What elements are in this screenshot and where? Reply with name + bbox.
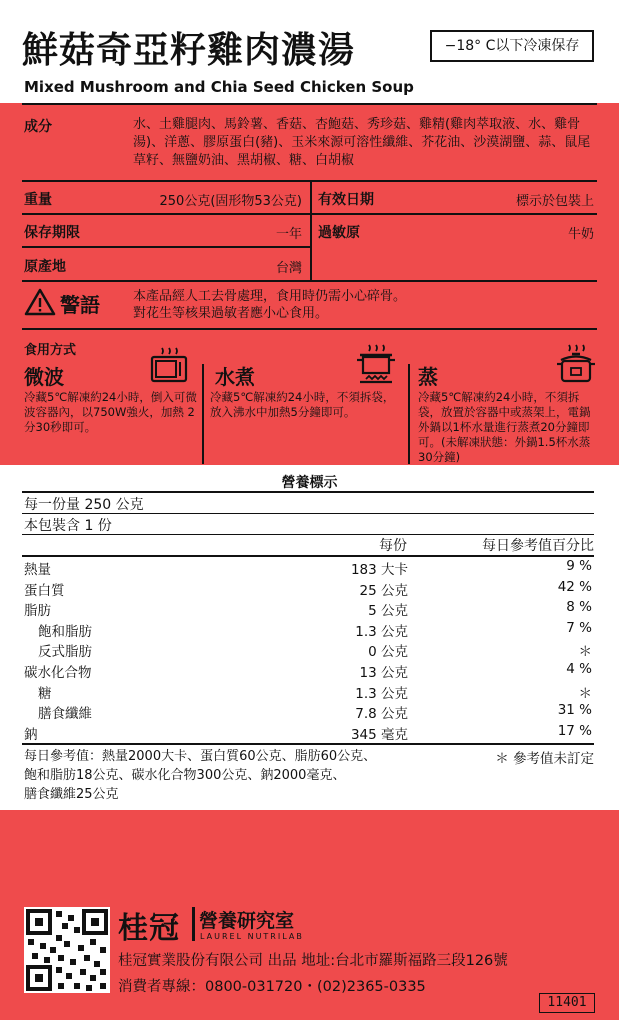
nutrition-row — [22, 557, 594, 577]
nutrient-daily-pct: ＊ — [578, 644, 592, 661]
nutrient-name: 膳食纖維 — [38, 706, 92, 723]
nutrient-name: 脂肪 — [24, 603, 51, 620]
expiry-label: 有效日期 — [318, 192, 374, 208]
nutrient-daily-pct: ＊ — [578, 685, 592, 702]
company-address: 桂冠實業股份有限公司 出品 地址:台北市羅斯福路三段126號 — [118, 953, 508, 969]
nutrition-footnote: 每日參考值：熱量2000大卡、蛋白質60公克、脂肪60公克、 飽和脂肪18公克、碳水化合物300公克、鈉2000毫克、 膳食纖維25公克 — [24, 749, 377, 802]
nutrient-name: 鈉 — [24, 726, 38, 743]
ingredients-text: 水、土雞腿肉、馬鈴薯、香菇、杏鮑菇、秀珍菇、雞精(雞肉萃取液、水、雞骨湯)、洋蔥、膠原蛋白(豬)、玉米來源可溶性纖維、芥花油、沙漠湖鹽、蒜、鼠尾草籽、無鹽奶油、黑胡椒、糖、白胡椒 — [133, 117, 591, 168]
nutrient-name: 熱量 — [24, 562, 51, 578]
col-daily-value: 每日參考值百分比 — [482, 538, 594, 554]
nutrient-amount: 5 公克 — [368, 603, 408, 620]
nutrient-amount: 345 毫克 — [350, 726, 408, 743]
nutrient-daily-pct: 17 % — [557, 722, 592, 739]
storage-temp-badge: −18° C以下冷凍保存 — [430, 30, 594, 62]
method-steam-text: 冷藏5℃解凍約24小時，不須拆袋，放置於容器中或蒸架上，電鍋外鍋以1杯水量進行蒸煮20分鐘即可。(未解凍狀態：外鍋1.5杯水蒸30分鐘) — [418, 390, 591, 464]
product-title-zh: 鮮菇奇亞籽雞肉濃湯 — [22, 30, 356, 71]
nutrition-row — [22, 722, 594, 742]
nutrition-row — [22, 619, 594, 639]
expiry-value: 標示於包裝上 — [515, 194, 594, 209]
shelf-life-label: 保存期限 — [24, 225, 80, 241]
nutrient-daily-pct: 42 % — [557, 578, 592, 595]
star-note: ＊ 參考值未訂定 — [495, 751, 594, 767]
pot-boil-icon — [356, 343, 396, 389]
steamer-icon — [556, 343, 596, 389]
nutrition-row — [22, 660, 594, 680]
warning-label: 警語 — [60, 293, 100, 317]
method-boil-title: 水煮 — [215, 365, 255, 389]
nutrient-name: 反式脂肪 — [38, 644, 92, 661]
nutrient-name: 飽和脂肪 — [38, 623, 92, 640]
warning-text: 本產品經人工去骨處理，食用時仍需小心碎骨。 對花生等核果過敏者應小心食用。 — [133, 289, 407, 321]
nutrient-daily-pct: 8 % — [566, 599, 592, 616]
col-per-serving: 每份 — [379, 538, 407, 554]
nutrient-amount: 1.3 公克 — [355, 685, 408, 702]
nutrient-amount: 13 公克 — [359, 665, 408, 681]
nutrient-amount: 1.3 公克 — [355, 623, 408, 640]
nutrient-daily-pct: 9 % — [566, 558, 592, 574]
origin-label: 原產地 — [24, 259, 66, 275]
nutrient-amount: 0 公克 — [368, 644, 408, 661]
lab-name-zh: 營養研究室 — [199, 910, 295, 932]
nutrition-row — [22, 578, 594, 598]
nutrition-row — [22, 681, 594, 701]
method-label: 食用方式 — [24, 343, 77, 358]
serving-size: 每一份量 250 公克 — [24, 497, 144, 513]
nutrition-row — [22, 598, 594, 618]
nutrition-row — [22, 701, 594, 721]
weight-value: 250公克(固形物53公克) — [159, 194, 302, 209]
qr-code[interactable] — [24, 907, 110, 993]
nutrition-title: 營養標示 — [281, 475, 338, 491]
consumer-hotline: 消費者專線：0800-031720・(02)2365-0335 — [118, 979, 426, 995]
method-boil-text: 冷藏5℃解凍約24小時，不須拆袋，放入沸水中加熱5分鐘即可。 — [210, 390, 395, 419]
method-microwave-title: 微波 — [24, 365, 64, 389]
nutrient-amount: 7.8 公克 — [355, 706, 408, 723]
warning-icon — [24, 288, 56, 320]
nutrient-daily-pct: 31 % — [557, 702, 592, 719]
microwave-icon — [150, 345, 188, 387]
nutrient-name: 碳水化合物 — [24, 665, 92, 681]
lab-name-en: LAUREL NUTRILAB — [200, 932, 304, 941]
nutrient-name: 糖 — [38, 685, 52, 702]
nutrient-daily-pct: 7 % — [566, 619, 592, 636]
method-steam-title: 蒸 — [418, 365, 438, 389]
brand-name-zh: 桂冠 — [118, 911, 180, 946]
allergen-label: 過敏原 — [318, 225, 360, 241]
origin-value: 台灣 — [275, 261, 302, 276]
nutrient-amount: 183 大卡 — [350, 562, 408, 578]
nutrient-daily-pct: 4 % — [566, 661, 592, 677]
method-microwave-text: 冷藏5℃解凍約24小時，倒入可微波容器內，以750W強火，加熱 2分30秒即可。 — [24, 390, 197, 434]
ingredients-label: 成分 — [24, 119, 52, 135]
nutrient-amount: 25 公克 — [359, 582, 408, 599]
batch-code: 11401 — [539, 993, 595, 1013]
servings-per-package: 本包裝含 1 份 — [24, 518, 112, 534]
shelf-life-value: 一年 — [275, 227, 302, 242]
allergen-value: 牛奶 — [567, 227, 594, 242]
nutrition-row — [22, 639, 594, 659]
weight-label: 重量 — [24, 192, 52, 208]
nutrient-name: 蛋白質 — [24, 582, 65, 599]
product-title-en: Mixed Mushroom and Chia Seed Chicken Soup — [24, 78, 414, 96]
